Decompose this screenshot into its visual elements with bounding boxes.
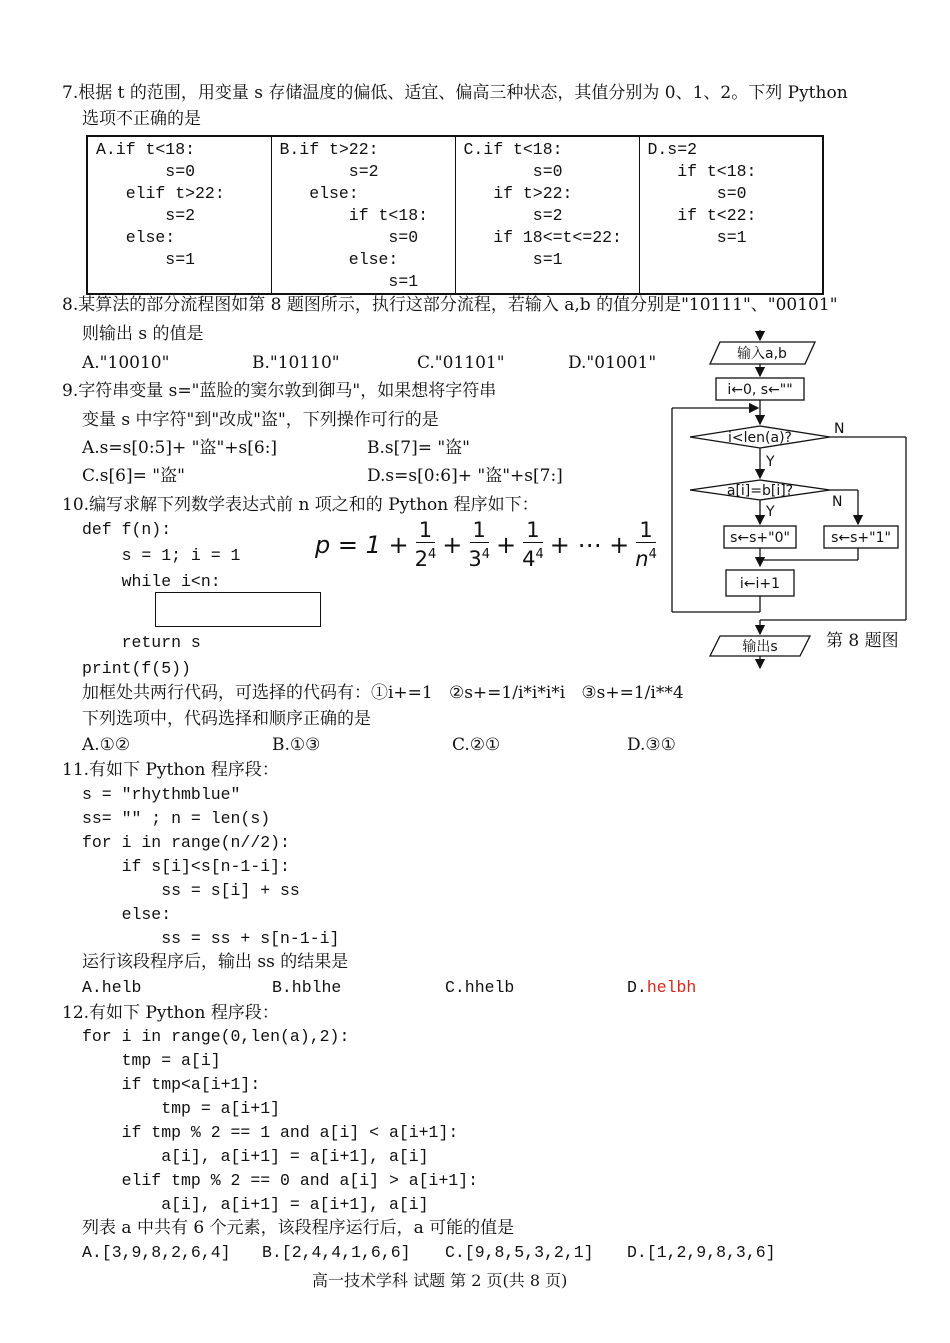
q8-stem-line2: 则输出 s 的值是 <box>82 324 204 344</box>
q10-option-d: D.③① <box>627 735 676 755</box>
flow-no-label-2: N <box>832 494 843 510</box>
q12-code-line: for i in range(0,len(a),2): <box>82 1027 350 1046</box>
q11-code-line: ss = s[i] + ss <box>82 881 300 900</box>
q12-option-d: D.[1,2,9,8,3,6] <box>627 1243 776 1262</box>
flow-output: 输出s <box>742 639 778 655</box>
q10-code-init: s = 1; i = 1 <box>82 546 241 565</box>
flow-init: i←0, s←"" <box>727 382 793 398</box>
q11-stem: 11.有如下 Python 程序段： <box>62 760 279 780</box>
q11-option-b: B.hblhe <box>272 978 342 997</box>
q10-code-return: return s <box>82 633 201 652</box>
flow-yes-label-1: Y <box>766 454 775 470</box>
q9-stem-line2: 变量 s 中字符"到"改成"盗"，下列操作可行的是 <box>82 410 439 430</box>
q12-code-line: elif tmp % 2 == 0 and a[i] > a[i+1]: <box>82 1171 479 1190</box>
q10-code-def: def f(n): <box>82 520 172 539</box>
formula-term-2: $\frac{1}{2^4}$ <box>414 518 437 571</box>
q11-option-d-answer: helbh <box>646 978 697 997</box>
q12-stem: 12.有如下 Python 程序段： <box>62 1003 279 1023</box>
q10-stem: 10.编写求解下列数学表达式前 n 项之和的 Python 程序如下： <box>62 495 539 515</box>
q8-option-a: A."10010" <box>82 353 170 373</box>
q10-answer-box[interactable] <box>155 592 321 627</box>
flow-cond-equal: a[i]=b[i]? <box>726 483 794 499</box>
q10-question: 下列选项中，代码选择和顺序正确的是 <box>82 709 371 729</box>
q12-code-line: a[i], a[i+1] = a[i+1], a[i] <box>82 1147 429 1166</box>
q11-code-line: s = "rhythmblue" <box>82 785 241 804</box>
flow-cond-length: i<len(a)? <box>728 430 792 446</box>
q12-code-line: if tmp<a[i+1]: <box>82 1075 261 1094</box>
q9-option-d: D.s=s[0:6]+ "盗"+s[7:] <box>367 466 563 486</box>
page-footer: 高一技术学科 试题 第 2 页(共 8 页) <box>312 1271 568 1290</box>
q7-options-table <box>86 135 824 295</box>
q12-code-line: if tmp % 2 == 1 and a[i] < a[i+1]: <box>82 1123 459 1142</box>
formula-term-3: $\frac{1}{3^4}$ <box>468 518 491 571</box>
q10-option-b: B.①③ <box>272 735 321 755</box>
q11-code-line: ss= "" ; n = len(s) <box>82 809 271 828</box>
flow-assign-1: s←s+"1" <box>831 530 891 546</box>
q7-stem-line2: 选项不正确的是 <box>82 109 201 129</box>
q7-option-a: A.if t<18: s=0 elif t>22: s=2 else: s=1 <box>87 136 271 294</box>
q7-option-c: C.if t<18: s=0 if t>22: s=2 if 18<=t<=22: s=1 <box>455 136 639 294</box>
q10-option-c: C.②① <box>452 735 501 755</box>
formula-term-4: $\frac{1}{4^4}$ <box>522 518 544 571</box>
q9-option-b: B.s[7]= "盗" <box>367 438 470 458</box>
q12-code-line: tmp = a[i+1] <box>82 1099 281 1118</box>
q8-flowchart <box>660 320 922 670</box>
flow-input: 输入a,b <box>737 346 787 362</box>
q8-option-b: B."10110" <box>252 353 340 373</box>
q11-code-line: else: <box>82 905 172 924</box>
q12-option-b: B.[2,4,4,1,6,6] <box>262 1243 411 1262</box>
q9-option-c: C.s[6]= "盗" <box>82 466 185 486</box>
q10-option-a: A.①② <box>82 735 131 755</box>
q10-formula: p = 1 + $\frac{1}{2^4}$ + $\frac{1}{3^4}$ + $\frac{1}{4^4}$ + ⋯ + $\frac{1}{n^4}$ <box>315 518 657 571</box>
q12-option-c: C.[9,8,5,3,2,1] <box>445 1243 594 1262</box>
q11-question: 运行该段程序后，输出 ss 的结果是 <box>82 952 349 972</box>
q12-option-a: A.[3,9,8,2,6,4] <box>82 1243 231 1262</box>
q7-option-d: D.s=2 if t<18: s=0 if t<22: s=1 <box>639 136 823 294</box>
q8-option-c: C."01101" <box>417 353 505 373</box>
q12-code-line: tmp = a[i] <box>82 1051 221 1070</box>
flow-assign-0: s←s+"0" <box>730 530 790 546</box>
formula-lhs: p = 1 + <box>315 530 409 559</box>
q11-code-line: if s[i]<s[n-1-i]: <box>82 857 290 876</box>
q11-code-line: for i in range(n//2): <box>82 833 290 852</box>
q9-stem-line1: 9.字符串变量 s="蓝脸的窦尔敦到御马"，如果想将字符串 <box>62 381 497 401</box>
q12-question: 列表 a 中共有 6 个元素，该段程序运行后，a 可能的值是 <box>82 1218 515 1238</box>
q8-option-d: D."01001" <box>568 353 657 373</box>
q7-option-b: B.if t>22: s=2 else: if t<18: s=0 else: s=1 <box>271 136 455 294</box>
q10-code-while: while i<n: <box>82 572 221 591</box>
flow-increment: i←i+1 <box>739 576 781 592</box>
q11-option-d: D.helbh <box>627 978 697 997</box>
q8-stem-line1: 8.某算法的部分流程图如第 8 题图所示，执行这部分流程，若输入 a,b 的值分别是"10111"、"00101" <box>62 295 838 315</box>
q11-option-c: C.hhelb <box>445 978 515 997</box>
q11-option-a: A.helb <box>82 978 142 997</box>
flow-yes-label-2: Y <box>766 504 775 520</box>
formula-term-n: $\frac{1}{n^4}$ <box>635 518 657 571</box>
formula-dots: + ⋯ + <box>549 530 630 559</box>
q10-choices: 加框处共两行代码，可选择的代码有：①i+=1 ②s+=1/i*i*i*i ③s+=1/i**4 <box>82 683 684 703</box>
flow-no-label-1: N <box>834 421 845 437</box>
q11-code-line: ss = ss + s[n-1-i] <box>82 929 340 948</box>
q9-option-a: A.s=s[0:5]+ "盗"+s[6:] <box>82 438 278 458</box>
q7-stem-line1: 7.根据 t 的范围，用变量 s 存储温度的偏低、适宜、偏高三种状态，其值分别为 0、1、2。下列 Python <box>62 83 848 103</box>
q8-figure-caption: 第 8 题图 <box>826 631 899 651</box>
q12-code-line: a[i], a[i+1] = a[i+1], a[i] <box>82 1195 429 1214</box>
q10-code-print: print(f(5)) <box>82 659 191 678</box>
